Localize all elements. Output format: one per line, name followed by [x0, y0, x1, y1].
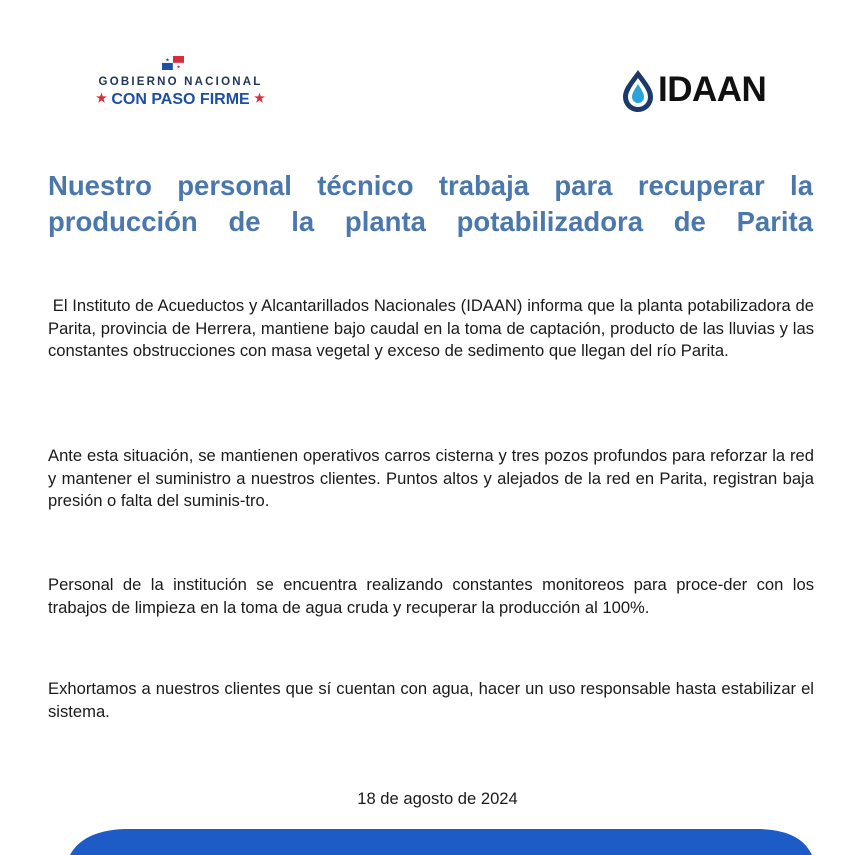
footer-wave-decoration: [0, 826, 855, 855]
con-paso-firme-text: CON PASO FIRME: [111, 91, 250, 108]
star-icon: ★: [254, 91, 265, 105]
con-paso-firme-label: [78, 91, 283, 109]
star-icon: ★: [96, 91, 107, 105]
paragraph-3: Personal de la institución se encuentra realizando constantes monitoreos para proce-der con los trabajos de limpieza en la toma de agua cruda y recuperar la producción al 100%.: [48, 575, 814, 617]
svg-text:★: ★: [165, 57, 170, 64]
paragraph-1-text: El Instituto de Acueductos y Alcantarillados Nacionales (IDAAN) informa que la planta potabilizadora de Parita, provincia de Herrera, mantiene bajo caudal en la toma de captación, producto de las lluvias y las constantes obstrucciones con masa vegetal y exceso de sedimento que llegan del río Parita.: [48, 296, 814, 360]
paragraph-4: Exhortamos a nuestros clientes que sí cuentan con agua, hacer un uso responsable hasta estabilizar el sistema.: [48, 679, 814, 721]
release-date: 18 de agosto de 2024: [357, 789, 518, 808]
paragraph-2: Ante esta situación, se mantienen operativos carros cisterna y tres pozos profundos para reforzar la red y mantener el suministro a nuestros clientes. Puntos altos y alejados de la red en Parita, registran baja presión o falta del suminis-tro.: [48, 446, 814, 510]
idaan-wordmark: IDAAN: [658, 70, 767, 109]
panama-flag-icon: [162, 56, 184, 70]
water-drop-icon: [620, 68, 656, 114]
idaan-logo: [620, 66, 790, 114]
gobierno-nacional-label: GOBIERNO NACIONAL: [98, 76, 263, 88]
svg-text:★: ★: [176, 64, 181, 70]
paragraph-1: [48, 295, 814, 363]
gobierno-nacional-logo: [78, 56, 283, 116]
press-release-headline: Nuestro personal técnico trabaja para recuperar la producción de la planta potabilizadora de Parita: [48, 170, 813, 237]
